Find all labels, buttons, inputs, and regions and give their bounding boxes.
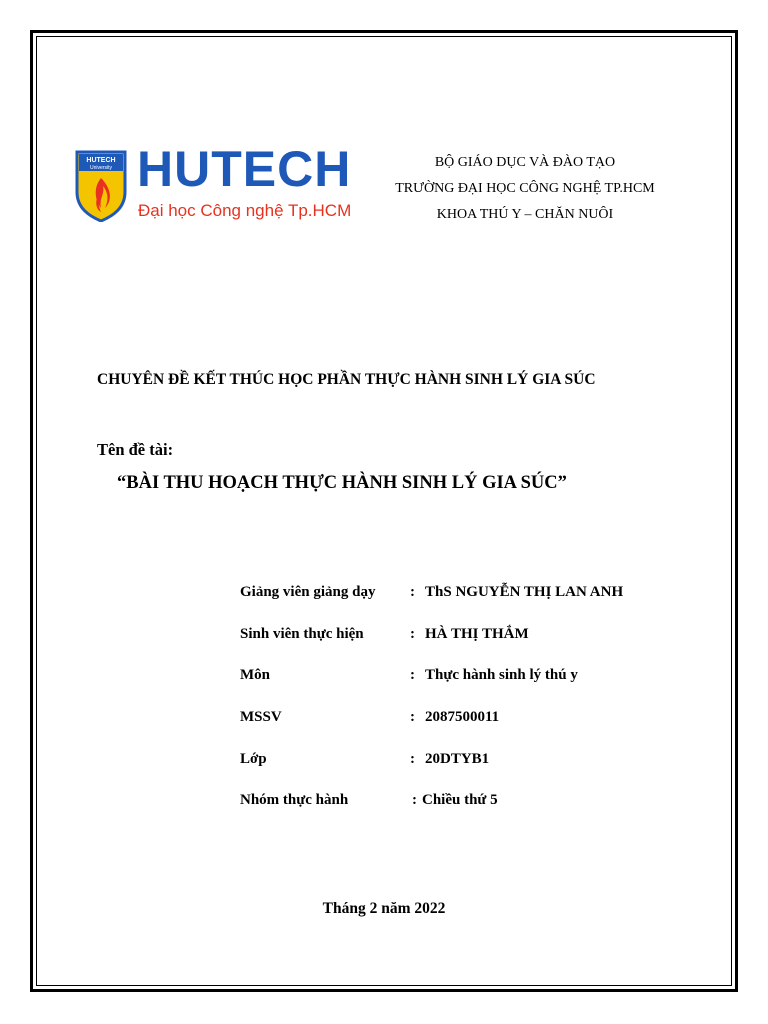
info-separator: :	[410, 625, 415, 642]
info-separator: :	[410, 709, 415, 726]
info-separator: :	[410, 584, 415, 600]
logo-brand: HUTECH	[137, 141, 352, 197]
info-label: Môn	[240, 667, 270, 684]
badge-text-1: HUTECH	[86, 157, 116, 164]
faculty-name: KHOA THÚ Y – CHĂN NUÔI	[436, 207, 614, 222]
topic-label: Tên đề tài:	[97, 440, 174, 459]
institution-header	[340, 150, 710, 228]
logo-subtitle: Đại học Công nghệ Tp.HCM	[138, 201, 352, 220]
info-value: Chiều thứ 5	[422, 792, 498, 809]
info-value: 20DTYB1	[425, 750, 490, 767]
info-value: ThS NGUYỄN THỊ LAN ANH	[425, 584, 624, 600]
info-label: Sinh viên thực hiện	[240, 625, 364, 642]
info-separator: :	[410, 750, 415, 767]
info-label: Lớp	[240, 750, 267, 767]
info-label: MSSV	[240, 709, 282, 726]
info-label: Nhóm thực hành	[240, 792, 349, 809]
info-label: Giảng viên giảng dạy	[240, 584, 376, 600]
info-value: HÀ THỊ THẮM	[425, 625, 529, 642]
badge-text-2: University	[90, 165, 112, 171]
hutech-logo	[75, 141, 352, 228]
course-title: CHUYÊN ĐỀ KẾT THÚC HỌC PHẦN THỰC HÀNH SINH LÝ GIA SÚC	[97, 371, 596, 388]
hutech-shield-icon	[75, 150, 127, 222]
ministry-name: BỘ GIÁO DỤC VÀ ĐÀO TẠO	[434, 155, 616, 170]
university-name: TRƯỜNG ĐẠI HỌC CÔNG NGHỆ TP.HCM	[395, 181, 655, 196]
info-value: Thực hành sinh lý thú y	[425, 667, 578, 684]
topic-name: “BÀI THU HOẠCH THỰC HÀNH SINH LÝ GIA SÚC”	[117, 473, 567, 493]
info-separator: :	[412, 792, 417, 809]
info-separator: :	[410, 667, 415, 684]
info-value: 2087500011	[425, 709, 500, 726]
document-date: Tháng 2 năm 2022	[322, 900, 446, 917]
